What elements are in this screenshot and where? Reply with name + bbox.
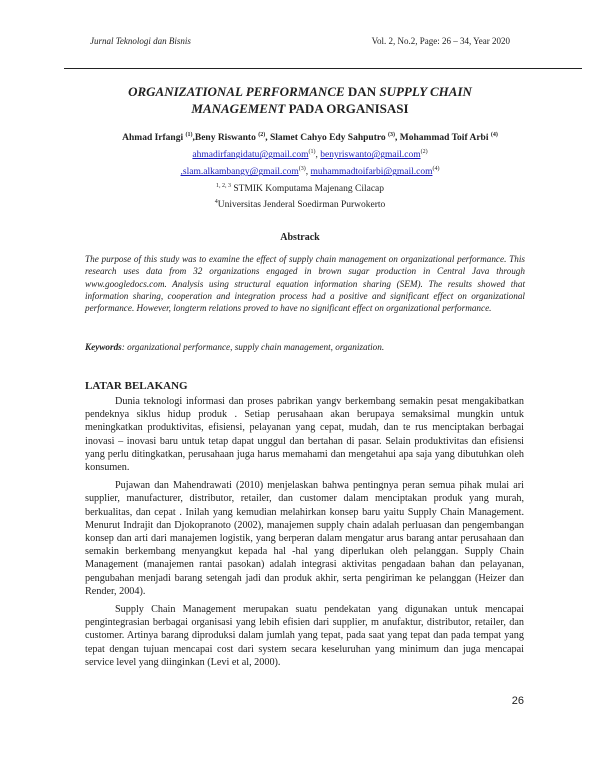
keywords [85,342,525,352]
affiliation-1 [100,180,500,196]
author-names [70,128,550,145]
volume-info: Vol. 2, No.2, Page: 26 – 34, Year 2020 [371,36,510,46]
title-part-1: ORGANIZATIONAL PERFORMANCE [128,84,345,99]
author-2-sup: (2) [258,132,266,138]
author-4: , Mohammad Toif Arbi [395,133,489,144]
title-part-4: PADA ORGANISASI [285,101,409,116]
abstract-text: The purpose of this study was to examine the effect of supply chain management on organizational performance. This research uses data from 32 organizations engaged in brown sugar production in Central Java through www.googledocs.com. Analysis using structural equation information sharing (SEM). The results showed that information sharing, cooperation and integration process had a positive and significant effect on organizational performance. However, longterm relations proved to have no significant effect on organizational performance. [85,254,525,314]
paper-title [80,83,520,117]
page-number: 26 [511,695,524,707]
email-2-sup: (2) [420,149,428,156]
author-emails: ahmadirfangidatu@gmail.com$^{(1)}$, benyriswanto@gmail.com$^{(2)}$ ,slam.alkambangy@gmail.com$^{(3)}$, muhammadtoifarbi@gmail.com$^{(4)}$ [180,149,440,178]
body-text [85,395,524,674]
author-3-sup: (3) [388,132,396,138]
journal-name: Jurnal Teknologi dan Bisnis [90,36,191,46]
affiliation-1-text: STMIK Komputama Majenang Cilacap [230,184,385,195]
title-and: DAN [344,84,380,99]
affiliation-2-text: Universitas Jenderal Soedirman Purwokerto [217,200,386,211]
paragraph-1: Dunia teknologi informasi dan proses pabrikan yangv berkembang semakin pesat mengakibatkan pendeknya siklus hidup produk . Setiap perusahaan akan berupaya semaksimal mungkin untuk meningkatkan produktivitas, efisiensi, pelayanan yang cepat, mudah, dan te rus menciptakan berbagai inovasi – inovasi baru untuk tetap dapat unggul dan bertahan di pasar. Selain produktivitas dan efisiensi yang perlu ditingkatkan, perusahaan juga harus memahami dan mengetahui apa saja yang dibutuhkan oleh konsumen. [85,396,524,474]
author-4-sup: (4) [490,132,498,138]
paragraph-2: Pujawan dan Mahendrawati (2010) menjelaskan bahwa pentingnya peran semua pihak mulai ari supplier, manufacturer, distributor, retailer, dan customer dalam menciptakan produk yang murah, berkualitas, dan cepat . Inilah yang kemudian melahirkan konsep baru yaitu Supply Chain Management. Menurut Indrajit dan Djokopranoto (2002), manajemen supply chain adalah perluasan dan pengembangan konsep dan arti dari manajemen logistik, yang berperan dalam mengatur arus barang antar perusahaan dan semakin berkembang menyangkut kepada hal -hal yang diperlukan oleh pelanggan. Supply Chain Management (manajemen rantai pasokan) adalah integrasi aktivitas pengadaan bahan dan pelayanan, pengubahan menjadi barang setengah jadi dan produk akhir, serta pengiriman ke pelanggan (Heizer dan Render, 2004). [85,480,524,597]
author-3: , Slamet Cahyo Edy Sahputro [265,133,386,144]
author-1: Ahmad Irfangi [122,133,184,144]
title-part-2: SUPPLY CHAIN [379,84,472,99]
author-2: ,Beny Riswanto [192,133,256,144]
keywords-list: : organizational performance, supply chain management, organization. [121,342,385,352]
affiliations [100,180,500,212]
email-1-sup: (1) [308,149,316,156]
abstract-heading: Abstrack [280,232,320,243]
affiliation-2-sup: 4 [214,199,218,206]
paragraph-3: Supply Chain Management merupakan suatu pendekatan yang digunakan untuk mencapai pengintegrasian berbagai organisasi yang lebih efisien dari supplier, m anufaktur, distributor, retailer, dan customer. Artinya barang diproduksi dalam jumlah yang tepat, pada saat yang tepat dan pada tempat yang tepat dengan tujuan mencapai cost dari system secara keseluruhan yang minimum dan juga mencapai service level yang diinginkan (Levi et al, 2000). [85,604,524,668]
title-part-3: MANAGEMENT [191,101,286,116]
author-block [70,128,550,179]
email-link-1[interactable]: ahmadirfangidatu@gmail.com [192,150,309,161]
affiliation-2 [100,196,500,212]
keywords-label: Keywords [85,342,122,352]
email-3-sup: (3) [298,166,306,173]
running-header [90,36,510,46]
email-link-2[interactable]: benyriswanto@gmail.com [320,150,421,161]
author-1-sup: (1) [185,132,193,138]
section-heading: LATAR BELAKANG [85,380,188,392]
email-link-4[interactable]: muhammadtoifarbi@gmail.com [310,167,433,178]
email-link-3[interactable]: ,slam.alkambangy@gmail.com [180,167,299,178]
header-rule [64,68,582,69]
affiliation-1-sup: 1, 2, 3 [215,183,231,189]
email-4-sup: (4) [432,166,440,173]
